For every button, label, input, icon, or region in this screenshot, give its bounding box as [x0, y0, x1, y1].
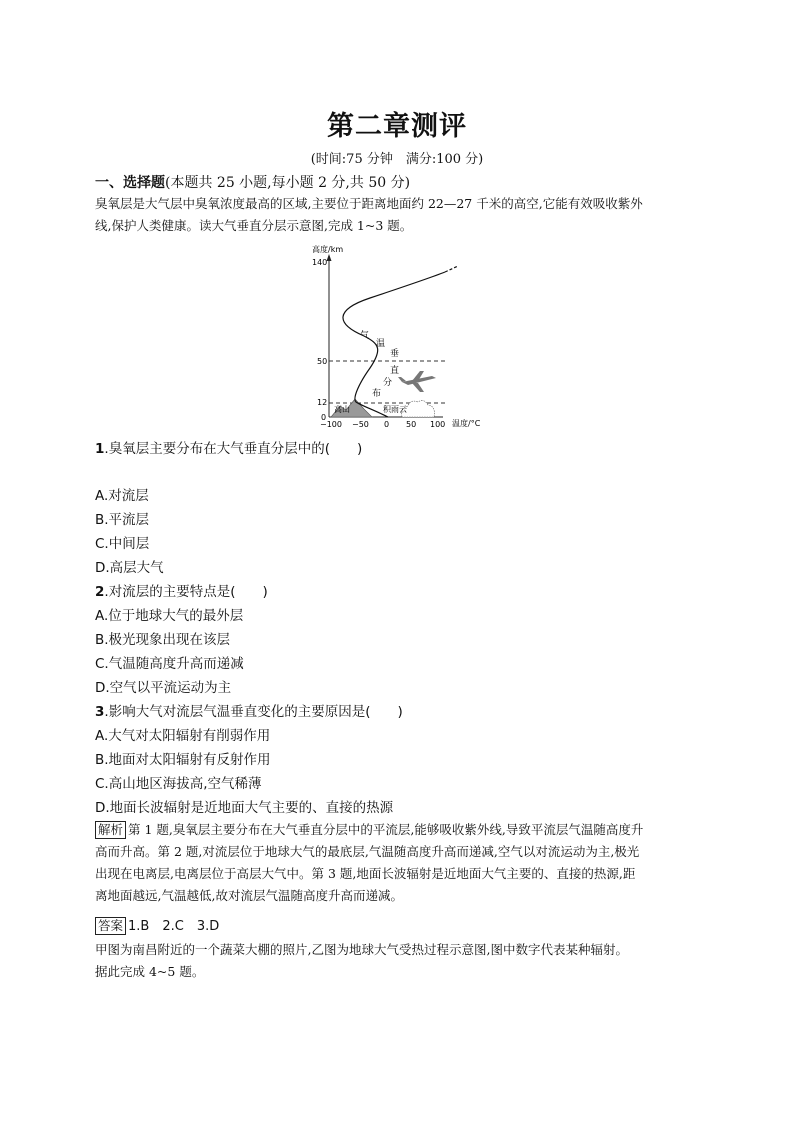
- curve-label-char: 气: [360, 331, 370, 341]
- question-3-option-d: D.地面长波辐射是近地面大气主要的、直接的热源: [95, 800, 394, 816]
- x-axis-label: 温度/°C: [452, 419, 481, 428]
- airplane-icon: [398, 371, 436, 392]
- question-1-option-d: D.高层大气: [95, 560, 164, 576]
- x-tick-50: 50: [406, 420, 417, 429]
- exam-info: (时间:75 分钟 满分:100 分): [310, 152, 484, 167]
- question-1-option-b: B.平流层: [95, 512, 150, 528]
- answer-tag: 答案: [95, 917, 126, 935]
- analysis-tag: 解析: [95, 821, 126, 839]
- question-3-option-c: C.高山地区海拔高,空气稀薄: [95, 776, 262, 792]
- question-1-option-a: A.对流层: [95, 488, 149, 504]
- y-tick-140: 140: [312, 258, 328, 267]
- mountain-label: 高山: [334, 405, 350, 414]
- y-tick-50: 50: [317, 357, 328, 366]
- question-stem: .臭氧层主要分布在大气垂直分层中的( ): [104, 441, 363, 457]
- y-tick-0: 0: [321, 413, 327, 422]
- analysis-line: 高而升高。第 2 题,对流层位于地球大气的最底层,气温随高度升高而递减,空气以对流运动为主,极光: [95, 844, 640, 859]
- analysis-line: 出现在电离层,电离层位于高层大气中。第 3 题,地面长波辐射是近地面大气主要的、直接的热源,距: [95, 866, 636, 881]
- section-heading-label: 一、选择题: [95, 175, 165, 191]
- question-1: [95, 437, 362, 457]
- x-tick-0: 0: [384, 420, 390, 429]
- cloud-label: 积雨云: [383, 405, 407, 414]
- answer-text: 1.B 2.C 3.D: [128, 919, 220, 934]
- x-tick-100: 100: [430, 420, 446, 429]
- question-2: [95, 580, 268, 600]
- analysis-block: [95, 819, 705, 907]
- question-number: 1: [95, 441, 105, 457]
- question-2-option-b: B.极光现象出现在该层: [95, 632, 231, 648]
- y-tick-12: 12: [317, 398, 328, 407]
- intro-line: 臭氧层是大气层中臭氧浓度最高的区域,主要位于距离地面约 22—27 千米的高空,它能有效吸收紫外: [95, 196, 643, 211]
- curve-label-char: 分: [383, 378, 393, 388]
- question-1-option-c: C.中间层: [95, 536, 150, 552]
- x-tick-neg50: −50: [352, 420, 369, 429]
- section-heading: [95, 172, 410, 192]
- intro-line: 甲图为南昌附近的一个蔬菜大棚的照片,乙图为地球大气受热过程示意图,图中数字代表某种辐射。: [95, 942, 628, 957]
- question-2-option-d: D.空气以平流运动为主: [95, 680, 232, 696]
- question-stem: .影响大气对流层气温垂直变化的主要原因是( ): [104, 704, 403, 720]
- analysis-text: 第 1 题,臭氧层主要分布在大气垂直分层中的平流层,能够吸收紫外线,导致平流层气温随高度升: [128, 822, 644, 837]
- curve-label-char: 垂: [390, 349, 400, 359]
- question-3-option-a: A.大气对太阳辐射有削弱作用: [95, 728, 271, 744]
- question-number: 2: [95, 584, 105, 600]
- curve-label-char: 直: [390, 366, 400, 376]
- y-axis-label: 高度/km: [312, 245, 344, 254]
- analysis-line: 离地面越远,气温越低,故对流层气温随高度升高而递减。: [95, 888, 403, 903]
- section-heading-note: (本题共 25 小题,每小题 2 分,共 50 分): [165, 175, 411, 191]
- intro-line: 据此完成 4~5 题。: [95, 964, 205, 979]
- temperature-curve: [343, 272, 445, 417]
- curve-label-char: 温: [376, 339, 386, 349]
- analysis-line: [95, 819, 705, 841]
- x-tick-neg100: −100: [320, 420, 342, 429]
- temperature-curve-extension: [445, 266, 458, 272]
- answer-block: [95, 915, 219, 935]
- question-3: [95, 700, 403, 720]
- question-2-option-a: A.位于地球大气的最外层: [95, 608, 244, 624]
- intro-paragraph-1: [95, 193, 705, 237]
- page-title: 第二章测评: [327, 111, 467, 142]
- curve-label-char: 布: [372, 389, 382, 399]
- question-stem: .对流层的主要特点是( ): [104, 584, 268, 600]
- question-number: 3: [95, 704, 105, 720]
- question-3-option-b: B.地面对太阳辐射有反射作用: [95, 752, 271, 768]
- atmosphere-layer-figure: [300, 240, 500, 430]
- question-2-option-c: C.气温随高度升高而递减: [95, 656, 244, 672]
- intro-line: 线,保护人类健康。读大气垂直分层示意图,完成 1~3 题。: [95, 218, 413, 233]
- intro-paragraph-2: [95, 939, 705, 983]
